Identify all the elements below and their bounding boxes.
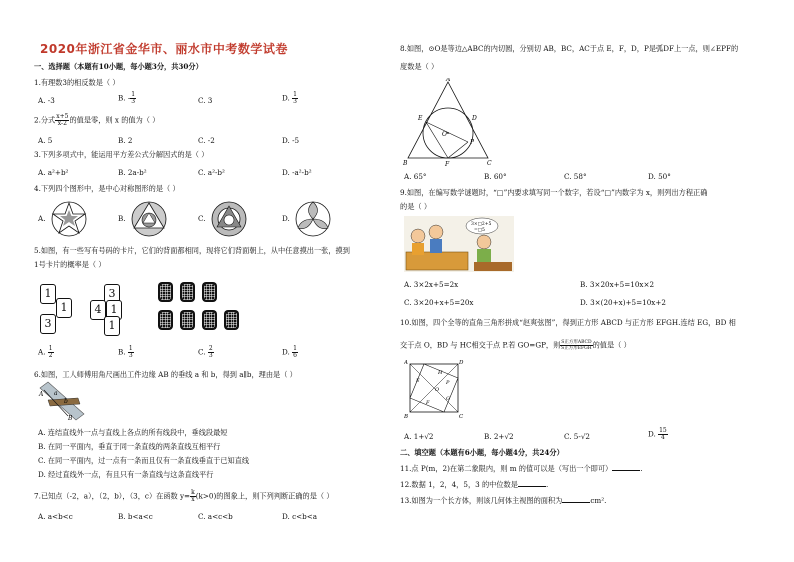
q3-stem: 3.下列多项式中，能运用平方差公式分解因式的是（ ） — [34, 150, 209, 159]
card: 4 — [90, 300, 106, 320]
section-2-heading: 二、填空题（本题有6小题，每小题4分，共24分） — [400, 448, 564, 457]
q8-label-E: E — [418, 115, 423, 122]
q3-option-b[interactable]: B. 2a-b² — [118, 168, 147, 177]
q10-label-A: A — [404, 360, 408, 366]
q9-option-c[interactable]: C. 3×20+x+5=20x — [404, 298, 474, 307]
card-back — [180, 310, 195, 330]
q12-answer-blank[interactable] — [518, 486, 546, 487]
q6-option-b[interactable]: B. 在同一平面内，垂直于同一条直线的两条直线互相平行 — [38, 442, 221, 451]
set-square-figure-icon — [38, 380, 88, 422]
q5-option-d[interactable]: D. $\frac{1}{6}$ — [282, 345, 297, 359]
q4-stem: 4.下列四个图形中，是中心对称图形的是（ ） — [34, 184, 180, 193]
q2-option-d[interactable]: D. -5 — [282, 136, 300, 145]
q2-option-a[interactable]: A. 5 — [38, 136, 53, 145]
exam-title: 2020年浙江省金华市、丽水市中考数学试卷 — [40, 42, 288, 56]
q6-option-c[interactable]: C. 在同一平面内，过一点有一条而且仅有一条直线垂直于已知直线 — [38, 456, 250, 465]
triangle-circle-figure-icon — [130, 200, 168, 238]
q8-option-d[interactable]: D. 50° — [648, 172, 671, 181]
q1-stem: 1.有理数3的相反数是（ ） — [34, 78, 120, 87]
q3-option-a[interactable]: A. a²+b² — [38, 168, 69, 177]
q4-option-b[interactable]: B. — [118, 214, 126, 223]
q8-label-B: B — [403, 160, 408, 166]
q7-option-c[interactable]: C. a<c<b — [198, 512, 233, 521]
q4-option-c[interactable]: C. — [198, 214, 206, 223]
q5-line1: 5.如图，有一些写有号码的卡片，它们的背面都相同，现将它们背面朝上，从中任意摸出一张，摸到 — [34, 246, 350, 255]
section-1-heading: 一、选择题（本题有10小题，每小题3分，共30分） — [34, 62, 203, 71]
q10-label-D: D — [459, 360, 464, 366]
q9-option-a[interactable]: A. 3×2x+5=2x — [404, 280, 459, 289]
q10-zhao-shuang-figure — [404, 358, 464, 418]
q9-option-d[interactable]: D. 3×(20+x)+5=10x+2 — [580, 298, 666, 307]
q4-option-a[interactable]: A. — [38, 214, 46, 223]
q6-label-A: A — [39, 391, 44, 398]
card: 3 — [104, 284, 120, 304]
star-figure-icon — [50, 200, 88, 238]
q10-option-d[interactable]: D. $\frac{15}{4}$ — [648, 427, 667, 441]
q3-option-d[interactable]: D. -a²-b² — [282, 168, 312, 177]
q10-label-B: B — [404, 414, 409, 418]
card-back — [180, 282, 195, 302]
q10-option-a[interactable]: A. 1+√2 — [404, 432, 434, 441]
q8-label-P: P — [470, 139, 475, 146]
q1-option-b[interactable]: B. - $\frac{1}{3}$ — [118, 91, 136, 105]
q5-option-b[interactable]: B. $\frac{1}{3}$ — [118, 345, 133, 359]
q9-option-b[interactable]: B. 3×20x+5=10x×2 — [580, 280, 655, 289]
q10-option-b[interactable]: B. 2+√2 — [484, 432, 514, 441]
q11-text: 11.点 P(m，2)在第二象限内，则 m 的值可以是（写出一个即可） . — [400, 464, 643, 473]
q10-label-F: F — [426, 400, 430, 406]
q8-label-A: A — [446, 78, 451, 83]
q5-option-c[interactable]: C. $\frac{2}{3}$ — [198, 345, 213, 359]
q6-label-b: b — [64, 398, 68, 405]
q10-line2: 交于点 O，BD 与 HC相交于点 P.若 GO=GP，则 $\frac{\text{S正方形ABCD}}{\text{S正方形EFGH}}$ 的值是（ ） — [400, 340, 631, 351]
q9-bubble-line2: =□5 — [474, 228, 485, 233]
q8-inscribed-circle-figure — [402, 78, 494, 166]
q6-option-d[interactable]: D. 经过直线外一点，有且只有一条直线与这条直线平行 — [38, 470, 214, 479]
q10-label-O: O — [435, 387, 440, 393]
card-back — [202, 282, 217, 302]
q8-label-O: O — [442, 131, 447, 138]
ring-figure-icon — [210, 200, 248, 238]
q10-line1: 10.如图，四个全等的直角三角形拼成“赵爽弦图”，得到正方形 ABCD 与正方形 EFGH.连结 EG，BD 相 — [400, 318, 736, 327]
q8-line2: 度数是（ ） — [400, 62, 439, 71]
q9-line2: 的是（ ） — [400, 202, 432, 211]
q6-option-a[interactable]: A. 连结直线外一点与直线上各点的所有线段中，垂线段最短 — [38, 428, 228, 437]
q10-label-C: C — [459, 414, 464, 418]
q6-label-a: a — [54, 390, 58, 397]
q6-stem: 6.如图，工人师傅用角尺画出工件边缘 AB 的垂线 a 和 b，得到 a∥b，理由是（ ） — [34, 370, 297, 379]
card-back — [202, 310, 217, 330]
q10-label-P: P — [446, 380, 450, 386]
card: 1 — [56, 298, 72, 318]
q9-line1: 9.如图，在编写数学谜题时，“□”内要求填写同一个数字，若设“□”内数字为 x，则列出方程正确 — [400, 188, 708, 197]
q6-label-B: B — [68, 415, 73, 422]
card-back — [158, 282, 173, 302]
q13-text: 13.如图为一个长方体，则该几何体主视图的面积为 cm². — [400, 496, 607, 505]
q7-option-b[interactable]: B. b<a<c — [118, 512, 153, 521]
q9-bubble-line1: 3×□2+5 — [471, 222, 492, 227]
q1-option-c[interactable]: C. 3 — [198, 96, 213, 105]
card: 3 — [40, 314, 56, 334]
q10-label-H: H — [438, 370, 443, 376]
q8-option-c[interactable]: C. 58° — [564, 172, 587, 181]
q7-option-a[interactable]: A. a<b<c — [38, 512, 73, 521]
q2-stem: 2.分式 $\frac{x+5}{x-2}$ 的值是零，则 x 的值为（ ） — [34, 113, 160, 127]
q8-label-C: C — [487, 160, 492, 166]
q8-line1: 8.如图，⊙O是等边△ABC的内切圆，分别切 AB，BC，AC于点 E，F，D，P是弧DF上一点，则∠EPF的 — [400, 44, 739, 53]
q13-answer-blank[interactable] — [562, 502, 590, 503]
q7-stem: 7.已知点（-2，a），（2，b），（3，c）在函数 y= $\frac{k}{x}$ (k>0)的图象上，则下列判断正确的是（ ） — [34, 489, 334, 503]
q1-option-d[interactable]: D. $\frac{1}{3}$ — [282, 91, 297, 105]
q10-option-c[interactable]: C. 5-√2 — [564, 432, 590, 441]
q5-line2: 1号卡片的概率是（ ） — [34, 260, 106, 269]
q10-label-E: E — [416, 378, 420, 384]
q12-text: 12.数据 1，2，4，5，3 的中位数是 . — [400, 480, 549, 489]
q8-label-D: D — [472, 115, 477, 122]
q9-classroom-illustration — [404, 216, 514, 272]
q8-label-F: F — [445, 161, 450, 166]
card: 1 — [104, 316, 120, 336]
q7-option-d[interactable]: D. c<b<a — [282, 512, 318, 521]
card-back — [158, 310, 173, 330]
petal-figure-icon — [294, 200, 332, 238]
q5-option-a[interactable]: A. $\frac{1}{2}$ — [38, 345, 53, 359]
q8-option-b[interactable]: B. 60° — [484, 172, 507, 181]
q2-option-c[interactable]: C. -2 — [198, 136, 215, 145]
card: 1 — [106, 300, 122, 320]
q4-option-d[interactable]: D. — [282, 214, 290, 223]
q11-answer-blank[interactable] — [612, 470, 640, 471]
q3-option-c[interactable]: C. a²-b² — [198, 168, 225, 177]
card-back — [224, 310, 239, 330]
q8-option-a[interactable]: A. 65° — [404, 172, 427, 181]
q10-label-G: G — [446, 396, 450, 402]
q2-option-b[interactable]: B. 2 — [118, 136, 133, 145]
q1-option-a[interactable]: A. -3 — [38, 96, 55, 105]
card: 1 — [40, 284, 56, 304]
